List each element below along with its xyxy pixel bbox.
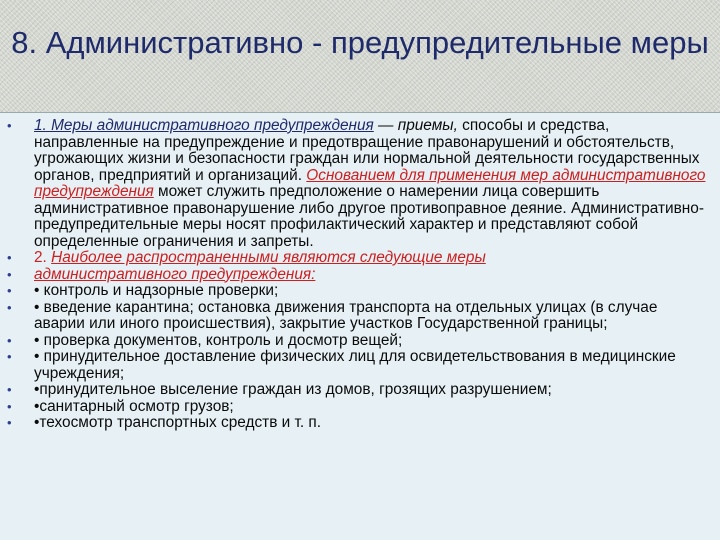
text-run: административного предупреждения: bbox=[34, 265, 316, 283]
text-run: • принудительное доставление физических лиц для освидетельствования в медицинские учреждения; bbox=[34, 348, 676, 382]
list-item-text bbox=[34, 267, 712, 284]
list-item-text bbox=[34, 415, 712, 432]
text-run: Основанием для применения мер административного предупреждения bbox=[34, 166, 706, 200]
bullet-icon: • bbox=[7, 118, 12, 133]
bullet-icon: • bbox=[7, 283, 12, 298]
list-item-text bbox=[34, 399, 712, 416]
text-run: 2. bbox=[34, 249, 52, 266]
bullet-icon: • bbox=[7, 382, 12, 397]
text-run: способы и средства, направленные на предупреждение и предотвращение правонарушений и обстоятельств, угрожающих жизни и безопасности граждан или нормальной деятельности государственных органов, предприятий и организаций. bbox=[34, 117, 700, 184]
list-item bbox=[6, 283, 712, 300]
text-run: • проверка документов, контроль и досмотр вещей; bbox=[34, 331, 403, 349]
list-item bbox=[6, 349, 712, 382]
text-run: • контроль и надзорные проверки; bbox=[34, 282, 279, 299]
bullet-icon: • bbox=[7, 349, 12, 364]
text-run: — приемы, bbox=[373, 117, 458, 134]
text-run: •техосмотр транспортных средств и т. п. bbox=[34, 414, 322, 431]
list-item bbox=[6, 118, 712, 250]
list-item-text bbox=[34, 300, 712, 333]
list-item-text bbox=[34, 118, 712, 250]
list-item bbox=[6, 382, 712, 399]
list-item bbox=[6, 415, 712, 432]
list-item bbox=[6, 250, 712, 267]
list-item bbox=[6, 267, 712, 284]
text-run: 1. Меры административного предупреждения bbox=[34, 117, 374, 134]
list-item bbox=[6, 300, 712, 333]
bullet-icon: • bbox=[7, 415, 12, 430]
list-item bbox=[6, 333, 712, 350]
bullet-icon: • bbox=[7, 299, 12, 315]
bullet-icon: • bbox=[7, 332, 12, 348]
text-run: может служить предположение о намерении лица совершить административное правонарушение либо другое противоправное деяние. Административно-предупредительные меры носят профилактический характер и представляют собой определенные ограничения и запреты. bbox=[34, 183, 704, 250]
list-item-text bbox=[34, 283, 712, 300]
list-item-text bbox=[34, 333, 712, 350]
list-item-text bbox=[34, 250, 712, 267]
bullet-icon: • bbox=[7, 266, 12, 282]
text-run: • введение карантина; остановка движения транспорта на отдельных улицах (в случае аварии или иного происшествия), закрытие участков Государственной границы; bbox=[34, 298, 658, 332]
text-run: Наиболее распространенными являются следующие меры bbox=[51, 249, 486, 266]
text-run: •санитарный осмотр грузов; bbox=[34, 397, 234, 415]
text-run: •принудительное выселение граждан из домов, грозящих разрушением; bbox=[34, 381, 552, 398]
slide-body bbox=[0, 113, 720, 540]
slide-title: 8. Административно - предупредительные меры bbox=[11, 25, 709, 60]
bullet-icon: • bbox=[7, 250, 12, 265]
bullet-list bbox=[6, 118, 712, 432]
bullet-icon: • bbox=[7, 398, 12, 414]
list-item-text bbox=[34, 349, 712, 382]
title-band bbox=[0, 0, 720, 113]
list-item-text bbox=[34, 382, 712, 399]
list-item bbox=[6, 399, 712, 416]
